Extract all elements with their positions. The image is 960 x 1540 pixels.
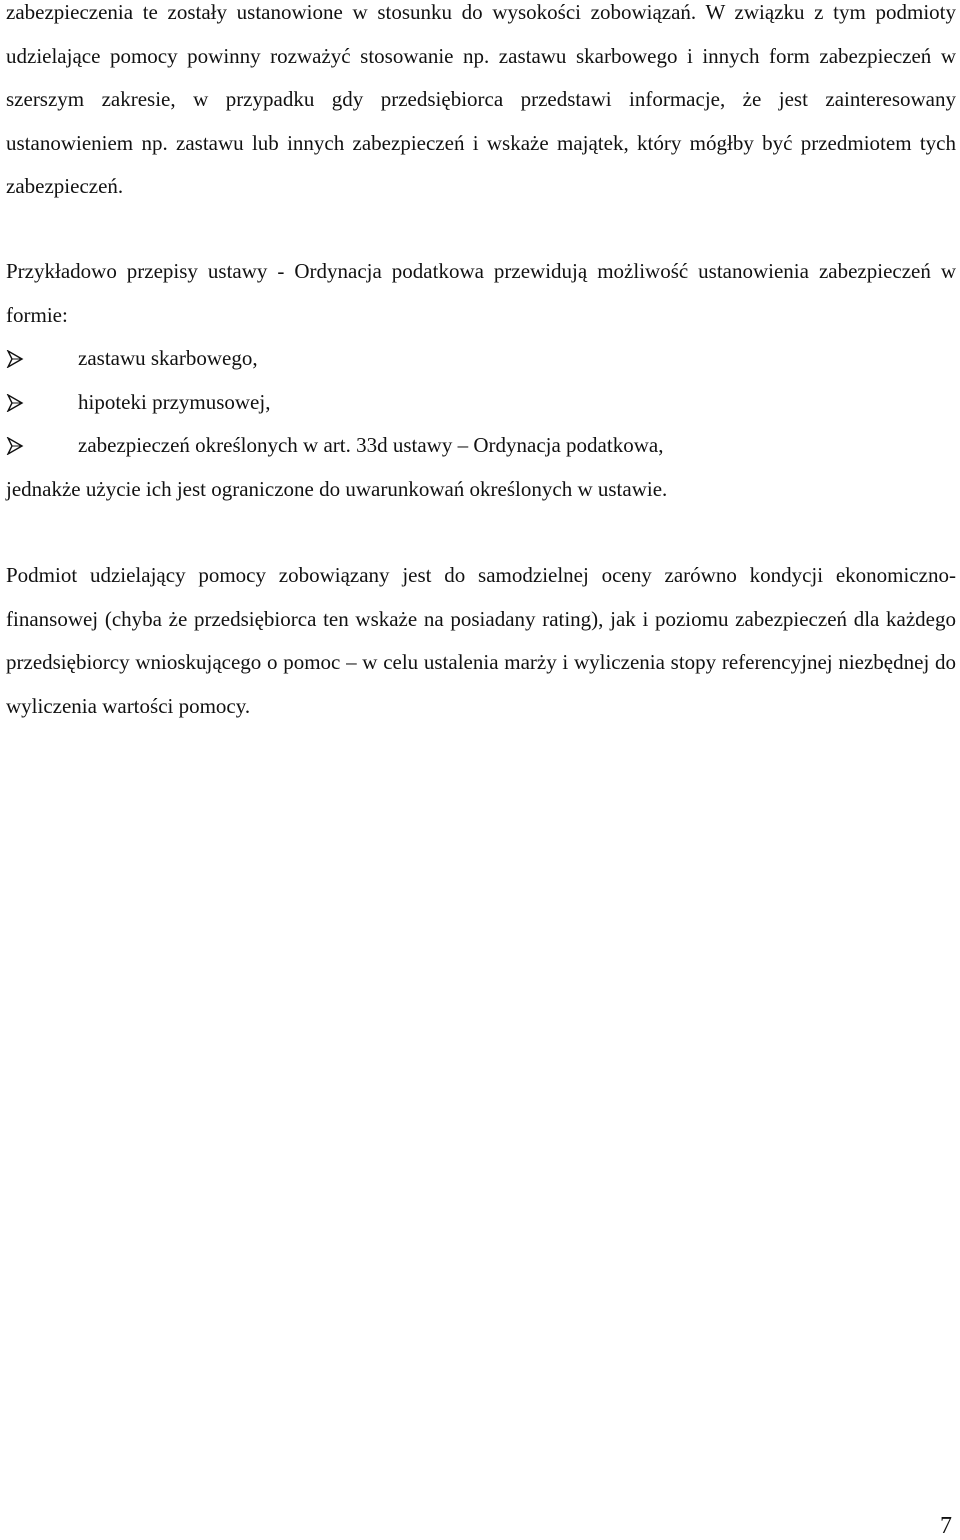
list-item-text: zastawu skarbowego, (78, 346, 258, 371)
list-item (6, 381, 956, 425)
list-item (6, 424, 956, 468)
paragraph-assessment: Podmiot udzielający pomocy zobowiązany jest do samodzielnej oceny zarówno kondycji ekonomiczno-finansowej (chyba że przedsiębiorca ten wskaże na posiadany rating), jak i poziomu zabezpieczeń dla każdego przedsiębiorcy wnioskującego o pomoc – w celu ustalenia marży i wyliczenia stopy referencyjnej niezbędnej do wyliczenia wartości pomocy. (6, 563, 956, 718)
paragraph-tax-ordinance (6, 250, 956, 512)
arrowhead-bullet-icon (6, 394, 78, 412)
paragraph-outro: jednakże użycie ich jest ograniczone do uwarunkowań określonych w ustawie. (6, 476, 668, 501)
list-item (6, 337, 956, 381)
arrowhead-bullet-icon (6, 437, 78, 455)
list-item-text: zabezpieczeń określonych w art. 33d ustawy – Ordynacja podatkowa, (78, 433, 664, 458)
page-number: 7 (940, 1513, 952, 1539)
arrowhead-bullet-icon (6, 350, 78, 368)
paragraph-security-forms: zabezpieczenia te zostały ustanowione w stosunku do wysokości zobowiązań. W związku z tym podmioty udzielające pomocy powinny rozważyć stosowanie np. zastawu skarbowego i innych form zabezpieczeń w szerszym zakresie, w przypadku gdy przedsiębiorca przedstawi informacje, że jest zainteresowany ustanowieniem np. zastawu lub innych zabezpieczeń i wskaże majątek, który mógłby być przedmiotem tych zabezpieczeń. (6, 0, 956, 199)
paragraph-intro: Przykładowo przepisy ustawy - Ordynacja podatkowa przewidują możliwość ustanowienia zabezpieczeń w formie: (6, 259, 956, 327)
list-item-text: hipoteki przymusowej, (78, 389, 271, 414)
bullet-list (6, 337, 956, 468)
